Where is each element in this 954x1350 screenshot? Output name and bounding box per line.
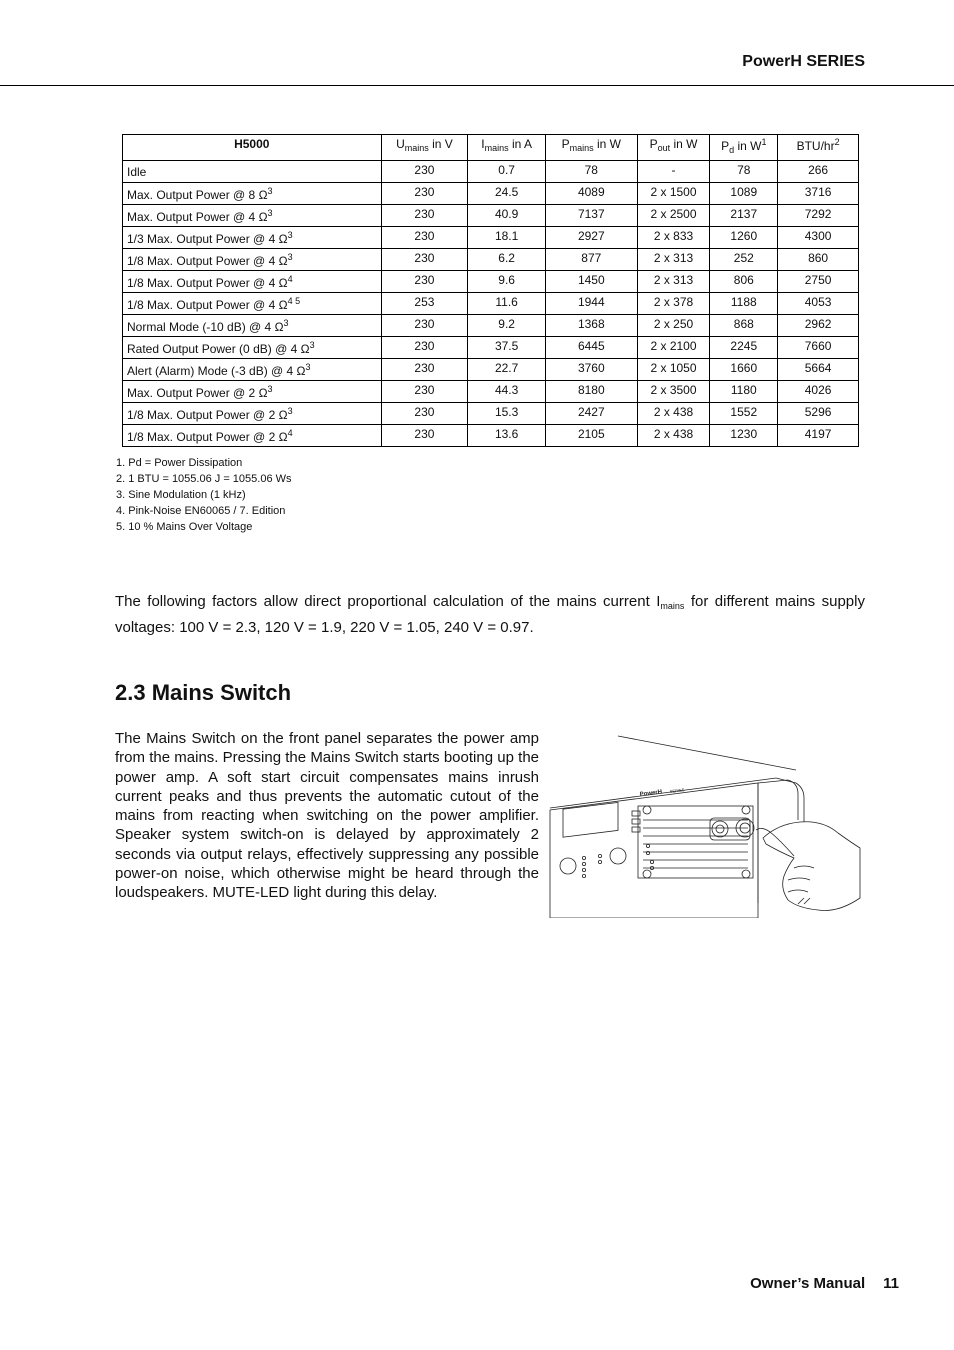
table-row: [123, 315, 859, 337]
table-cell: 1180: [710, 381, 778, 403]
table-cell: 22.7: [468, 359, 546, 381]
table-cell: 2962: [778, 315, 859, 337]
footnote: 1. Pd = Power Dissipation: [116, 457, 243, 469]
table-cell: 1660: [710, 359, 778, 381]
row-label: [123, 359, 382, 381]
column-header-base: BTU/hr: [796, 139, 835, 153]
table-cell: 24.5: [468, 183, 546, 205]
table-cell: 4089: [545, 183, 637, 205]
amplifier-front-panel-drawing: [548, 728, 866, 918]
row-label-text: Max. Output Power @ 8 Ω: [127, 187, 268, 202]
table-cell: 3716: [778, 183, 859, 205]
table-cell: 2 x 378: [637, 293, 710, 315]
column-header-footnote-ref: 2: [834, 137, 840, 147]
table-cell: 230: [381, 337, 468, 359]
table-cell: 2750: [778, 271, 859, 293]
table-cell: 18.1: [468, 227, 546, 249]
table-cell: 37.5: [468, 337, 546, 359]
table-cell: 6.2: [468, 249, 546, 271]
table-cell: 78: [710, 161, 778, 183]
table-model-header: H5000: [123, 135, 382, 161]
table-cell: 2 x 438: [637, 425, 710, 447]
table-cell: 1230: [710, 425, 778, 447]
table-cell: 4026: [778, 381, 859, 403]
footnote: 2. 1 BTU = 1055.06 J = 1055.06 Ws: [116, 473, 292, 485]
table-cell: 2 x 2100: [637, 337, 710, 359]
row-label-text: 1/3 Max. Output Power @ 4 Ω: [127, 231, 288, 246]
column-header-base: P: [561, 137, 570, 151]
table-cell: 7137: [545, 205, 637, 227]
paragraph-text: The following factors allow direct proportional calculation of the mains current I: [115, 593, 661, 610]
table-cell: 5664: [778, 359, 859, 381]
table-row: [123, 403, 859, 425]
table-cell: 230: [381, 381, 468, 403]
table-cell: 230: [381, 403, 468, 425]
table-cell: 230: [381, 205, 468, 227]
table-cell: 8180: [545, 381, 637, 403]
row-label: [123, 337, 382, 359]
power-consumption-table: [122, 134, 859, 447]
table-cell: 5296: [778, 403, 859, 425]
table-cell: 78: [545, 161, 637, 183]
table-cell: 868: [710, 315, 778, 337]
row-label-text: 1/8 Max. Output Power @ 2 Ω: [127, 407, 288, 422]
table-cell: 1450: [545, 271, 637, 293]
table-cell: 4300: [778, 227, 859, 249]
footnote: 4. Pink-Noise EN60065 / 7. Edition: [116, 505, 286, 517]
column-header: [545, 135, 637, 161]
column-header-unit: in V: [428, 137, 453, 151]
table-cell: 9.6: [468, 271, 546, 293]
table-cell: -: [637, 161, 710, 183]
table-cell: 806: [710, 271, 778, 293]
table-cell: 7292: [778, 205, 859, 227]
table-cell: 230: [381, 425, 468, 447]
table-cell: 230: [381, 183, 468, 205]
row-label-text: Normal Mode (-10 dB) @ 4 Ω: [127, 319, 284, 334]
table-cell: 2927: [545, 227, 637, 249]
column-header-subscript: mains: [404, 143, 429, 153]
table-cell: 4197: [778, 425, 859, 447]
table-cell: 877: [545, 249, 637, 271]
table-cell: 2105: [545, 425, 637, 447]
table-cell: 252: [710, 249, 778, 271]
row-label-text: Alert (Alarm) Mode (-3 dB) @ 4 Ω: [127, 363, 306, 378]
row-label: [123, 381, 382, 403]
row-label-text: 1/8 Max. Output Power @ 4 Ω: [127, 275, 288, 290]
column-header-subscript: out: [657, 143, 671, 153]
row-label: [123, 183, 382, 205]
row-label: [123, 315, 382, 337]
table-cell: 0.7: [468, 161, 546, 183]
row-label: [123, 271, 382, 293]
table-cell: 860: [778, 249, 859, 271]
table-row: [123, 337, 859, 359]
table-row: [123, 425, 859, 447]
table-cell: 1188: [710, 293, 778, 315]
table-row: [123, 183, 859, 205]
running-header-title: PowerH SERIES: [742, 53, 865, 70]
row-footnote-ref: 3: [309, 339, 315, 350]
table-cell: 2 x 250: [637, 315, 710, 337]
column-header-unit: in W: [593, 137, 621, 151]
table-cell: 15.3: [468, 403, 546, 425]
row-footnote-ref: 3: [287, 251, 293, 262]
table-cell: 13.6: [468, 425, 546, 447]
table-body: [123, 161, 859, 447]
footnote: 3. Sine Modulation (1 kHz): [116, 489, 246, 501]
column-header-subscript: d: [729, 145, 735, 155]
column-header-base: I: [481, 137, 485, 151]
table-cell: 2245: [710, 337, 778, 359]
table-cell: 2 x 438: [637, 403, 710, 425]
table-cell: 2 x 1500: [637, 183, 710, 205]
row-label-text: Max. Output Power @ 2 Ω: [127, 385, 268, 400]
mains-switch-illustration: [548, 728, 866, 918]
row-label: [123, 161, 382, 183]
table-cell: 2 x 2500: [637, 205, 710, 227]
footnote: 5. 10 % Mains Over Voltage: [116, 521, 253, 533]
page-number: 11: [883, 1275, 899, 1292]
table-row: [123, 227, 859, 249]
column-header: [381, 135, 468, 161]
column-header-base: P: [721, 139, 730, 153]
table-cell: 1552: [710, 403, 778, 425]
column-header: [778, 135, 859, 161]
row-label-text: 1/8 Max. Output Power @ 4 Ω: [127, 297, 288, 312]
table-cell: 230: [381, 161, 468, 183]
row-footnote-ref: 4: [287, 273, 293, 284]
table-cell: 2 x 833: [637, 227, 710, 249]
column-header: [468, 135, 546, 161]
table-header-row: [123, 135, 859, 161]
table-cell: 3760: [545, 359, 637, 381]
column-header-unit: in W: [670, 137, 698, 151]
table-cell: 11.6: [468, 293, 546, 315]
paragraph-subscript: mains: [660, 601, 685, 611]
column-header-footnote-ref: 1: [761, 137, 767, 147]
panel-brand-text: PowerH: [639, 789, 663, 798]
table-cell: 1260: [710, 227, 778, 249]
column-header-subscript: mains: [484, 143, 509, 153]
header-divider: [0, 85, 954, 86]
row-footnote-ref: 3: [267, 383, 273, 394]
row-label-text: 1/8 Max. Output Power @ 2 Ω: [127, 429, 288, 444]
table-cell: 7660: [778, 337, 859, 359]
column-header-base: P: [649, 137, 658, 151]
row-label: [123, 227, 382, 249]
table-row: [123, 205, 859, 227]
row-footnote-ref: 4 5: [287, 295, 301, 306]
page-footer: [750, 1275, 899, 1292]
table-row: [123, 293, 859, 315]
table-row: [123, 271, 859, 293]
table-cell: 2 x 313: [637, 249, 710, 271]
row-label: [123, 425, 382, 447]
table-cell: 4053: [778, 293, 859, 315]
column-header: [710, 135, 778, 161]
table-cell: 2 x 1050: [637, 359, 710, 381]
table-cell: 230: [381, 315, 468, 337]
row-footnote-ref: 3: [305, 361, 311, 372]
table-cell: 44.3: [468, 381, 546, 403]
row-label-text: Max. Output Power @ 4 Ω: [127, 209, 268, 224]
panel-series-text: SERIES: [669, 787, 685, 794]
table-row: [123, 249, 859, 271]
table-cell: 2427: [545, 403, 637, 425]
row-footnote-ref: 3: [287, 405, 293, 416]
table-cell: 1089: [710, 183, 778, 205]
table-cell: 230: [381, 359, 468, 381]
table-cell: 2137: [710, 205, 778, 227]
table-row: [123, 381, 859, 403]
table-cell: 2 x 3500: [637, 381, 710, 403]
row-label: [123, 403, 382, 425]
row-footnote-ref: 3: [287, 229, 293, 240]
row-label-text: 1/8 Max. Output Power @ 4 Ω: [127, 253, 288, 268]
table-cell: 1368: [545, 315, 637, 337]
column-header-unit: in A: [508, 137, 532, 151]
row-label: [123, 205, 382, 227]
column-header-subscript: mains: [569, 143, 594, 153]
row-label: [123, 249, 382, 271]
table-row: [123, 161, 859, 183]
row-footnote-ref: 3: [267, 185, 273, 196]
table-cell: 2 x 313: [637, 271, 710, 293]
table-cell: 6445: [545, 337, 637, 359]
row-footnote-ref: 4: [287, 427, 293, 438]
table-row: [123, 359, 859, 381]
row-label: [123, 293, 382, 315]
footer-label: Owner’s Manual: [750, 1275, 866, 1292]
mains-switch-paragraph: The Mains Switch on the front panel separates the power amp from the mains. Pressing the Mains Switch starts booting up the power amp. A soft start circuit compensates mains inrush current peaks and thus prevents the automatic cutout of the mains from reacting when switching on the power amplifier. Speaker system switch-on is delayed by approximately 2 seconds via output relays, effectively suppressing any possible power-on noise, which otherwise might be heard through the loudspeakers. MUTE-LED light during this delay.: [115, 730, 539, 902]
column-header: [637, 135, 710, 161]
table-footnotes: [116, 455, 292, 535]
row-label-text: Rated Output Power (0 dB) @ 4 Ω: [127, 341, 310, 356]
table-cell: 253: [381, 293, 468, 315]
column-header-base: U: [396, 137, 405, 151]
table-cell: 9.2: [468, 315, 546, 337]
row-label-text: Idle: [127, 164, 147, 179]
table-cell: 230: [381, 249, 468, 271]
column-header-unit: in W: [734, 139, 762, 153]
paragraph-text: for different mains supply voltages: 100 V = 2.3, 120 V = 1.9, 220 V = 1.05, 240 V = 0.97.: [115, 593, 865, 636]
table-cell: 230: [381, 227, 468, 249]
table-cell: 40.9: [468, 205, 546, 227]
row-footnote-ref: 3: [267, 207, 273, 218]
mains-factor-paragraph: [115, 591, 865, 639]
section-heading: 2.3 Mains Switch: [115, 680, 292, 705]
table-cell: 230: [381, 271, 468, 293]
table-cell: 266: [778, 161, 859, 183]
row-footnote-ref: 3: [283, 317, 289, 328]
table-cell: 1944: [545, 293, 637, 315]
